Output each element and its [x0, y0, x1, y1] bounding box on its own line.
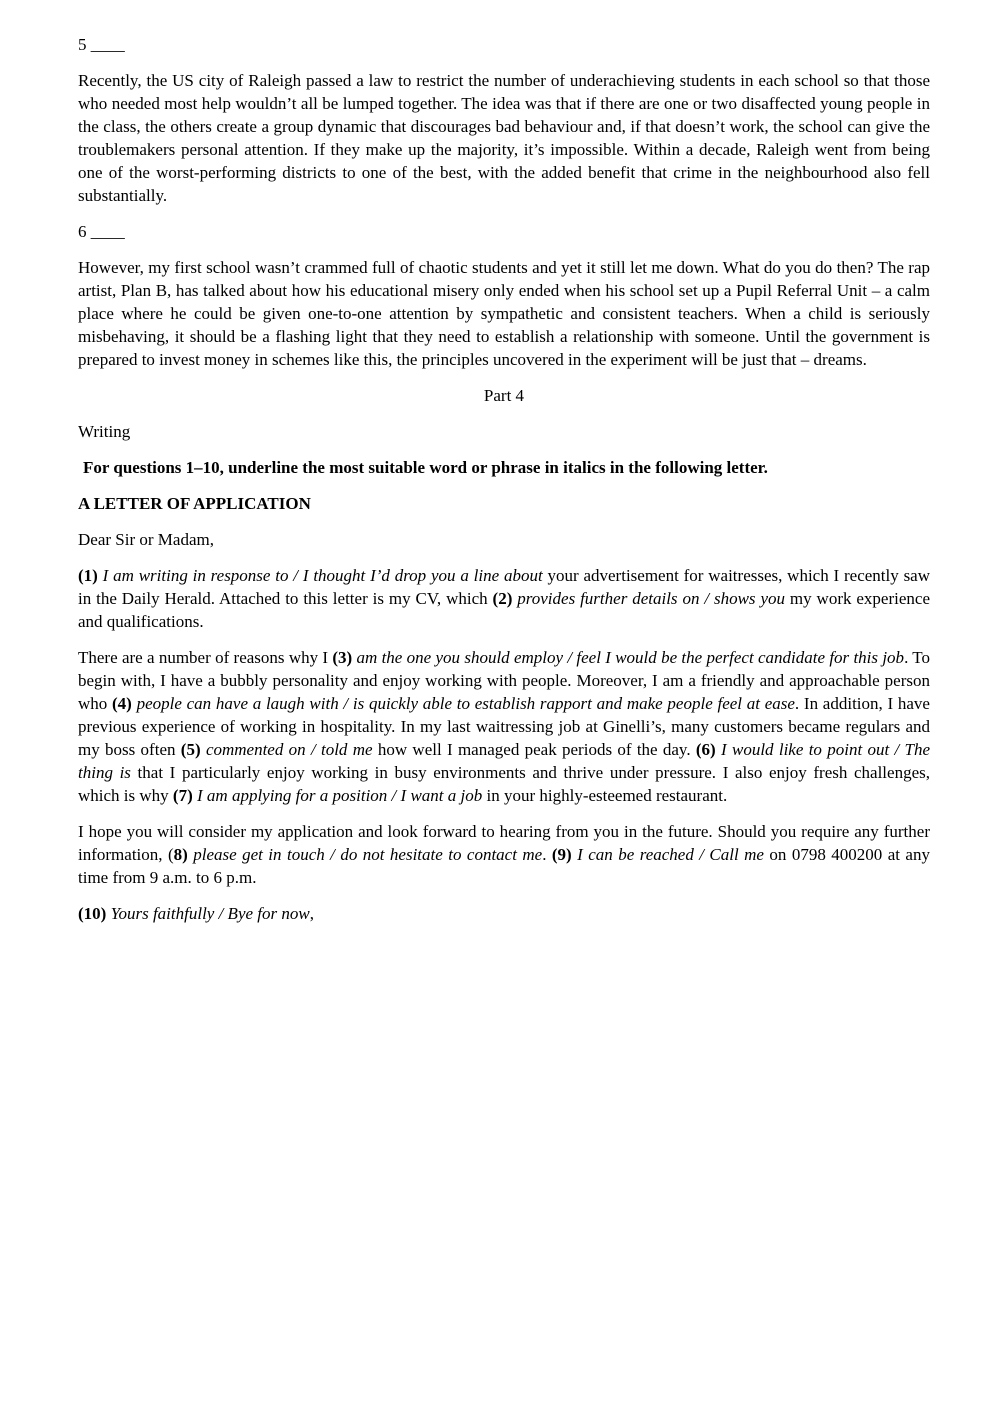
- option-choice-7[interactable]: I am applying for a position / I want a job: [197, 786, 483, 805]
- letter-text: ,: [309, 904, 314, 923]
- part-heading: Part 4: [483, 386, 525, 405]
- option-choice-6[interactable]: I would like to point out / The thing is: [78, 740, 931, 782]
- letter-text: There are a number of reasons why I: [78, 648, 333, 667]
- option-number: (2): [492, 589, 513, 608]
- option-number: (4): [112, 694, 132, 713]
- letter-text: . To begin with, I have a bubbly personality and enjoy working with people. Moreover, I am a friendly and approachable person who: [78, 648, 931, 713]
- question-number-6: 6 ____: [78, 222, 125, 241]
- option-number: (1): [78, 566, 98, 585]
- instruction: For questions 1–10, underline the most suitable word or phrase in italics in the following letter.: [83, 458, 768, 477]
- letter-paragraph-3: [78, 820, 930, 889]
- letter-text: . In addition, I have previous experience of working in hospitality. In my last waitressing job at Ginelli’s, many customers became regulars and my boss often: [78, 694, 930, 759]
- letter-text: in your highly-esteemed restaurant.: [482, 786, 728, 805]
- option-number: (3): [332, 648, 353, 667]
- option-choice-10[interactable]: Yours faithfully / Bye for now: [110, 904, 310, 923]
- option-number: (10): [78, 904, 107, 923]
- letter-title: A LETTER OF APPLICATION: [78, 494, 311, 513]
- letter-text: on 0798 400200 at any time from 9 a.m. to 6 p.m.: [78, 845, 930, 887]
- letter-paragraph-1: [78, 564, 930, 633]
- section-label: Writing: [78, 422, 131, 441]
- letter-text: your advertisement for waitresses, which I recently saw in the Daily Herald. Attached to this letter is my CV, which: [78, 566, 931, 608]
- option-number: (7): [172, 786, 193, 805]
- question-number-5: 5 ____: [78, 35, 125, 54]
- salutation: Dear Sir or Madam,: [78, 530, 214, 549]
- letter-text: I hope you will consider my application and look forward to hearing from you in the future. Should you require any further information,: [78, 822, 930, 864]
- option-choice-5[interactable]: commented on / told me: [205, 740, 373, 759]
- option-number: (6): [695, 740, 716, 759]
- option-number-open: (: [167, 845, 174, 864]
- option-number: 8): [173, 845, 188, 864]
- letter-text: how well I managed peak periods of the day.: [372, 740, 696, 759]
- document-page: [78, 33, 930, 938]
- letter-text: that I particularly enjoy working in busy environments and thrive under pressure. I also enjoy fresh challenges, which is why: [78, 763, 930, 805]
- option-number: (9): [551, 845, 572, 864]
- option-choice-8[interactable]: please get in touch / do not hesitate to contact me: [193, 845, 543, 864]
- option-choice-4[interactable]: people can have a laugh with / is quickly able to establish rapport and make people feel at ease: [136, 694, 795, 713]
- option-choice-3[interactable]: am the one you should employ / feel I would be the perfect candidate for this job: [356, 648, 905, 667]
- letter-text: my work experience and qualifications.: [78, 589, 931, 631]
- option-choice-1[interactable]: I am writing in response to / I thought I’d drop you a line about: [102, 566, 543, 585]
- letter-paragraph-2: [78, 646, 930, 807]
- letter-text: .: [542, 845, 552, 864]
- option-choice-9[interactable]: I can be reached / Call me: [577, 845, 764, 864]
- paragraph-6: However, my first school wasn’t crammed full of chaotic students and yet it still let me down. What do you do then? The rap artist, Plan B, has talked about how his educational misery only ended when his school set up a Pupil Referral Unit – a calm place where he could be given one-to-one attention by sympathetic and consistent teachers. When a child is seriously misbehaving, it should be a flashing light that they need to establish a relationship with someone. Until the government is prepared to invest money in schemes like this, the principles uncovered in the experiment will be just that – dreams.: [78, 258, 930, 369]
- letter-closing: [78, 902, 930, 925]
- paragraph-5: Recently, the US city of Raleigh passed a law to restrict the number of underachieving students in each school so that those who needed most help wouldn’t all be lumped together. The idea was that if there are one or two disaffected young people in the class, the others create a group dynamic that discourages bad behaviour and, if that doesn’t work, the school can give the troublemakers personal attention. If they make up the majority, it’s impossible. Within a decade, Raleigh went from being one of the worst-performing districts to one of the best, with the added benefit that crime in the neighbourhood also fell substantially.: [78, 71, 930, 205]
- option-choice-2[interactable]: provides further details on / shows you: [517, 589, 786, 608]
- option-number: (5): [180, 740, 201, 759]
